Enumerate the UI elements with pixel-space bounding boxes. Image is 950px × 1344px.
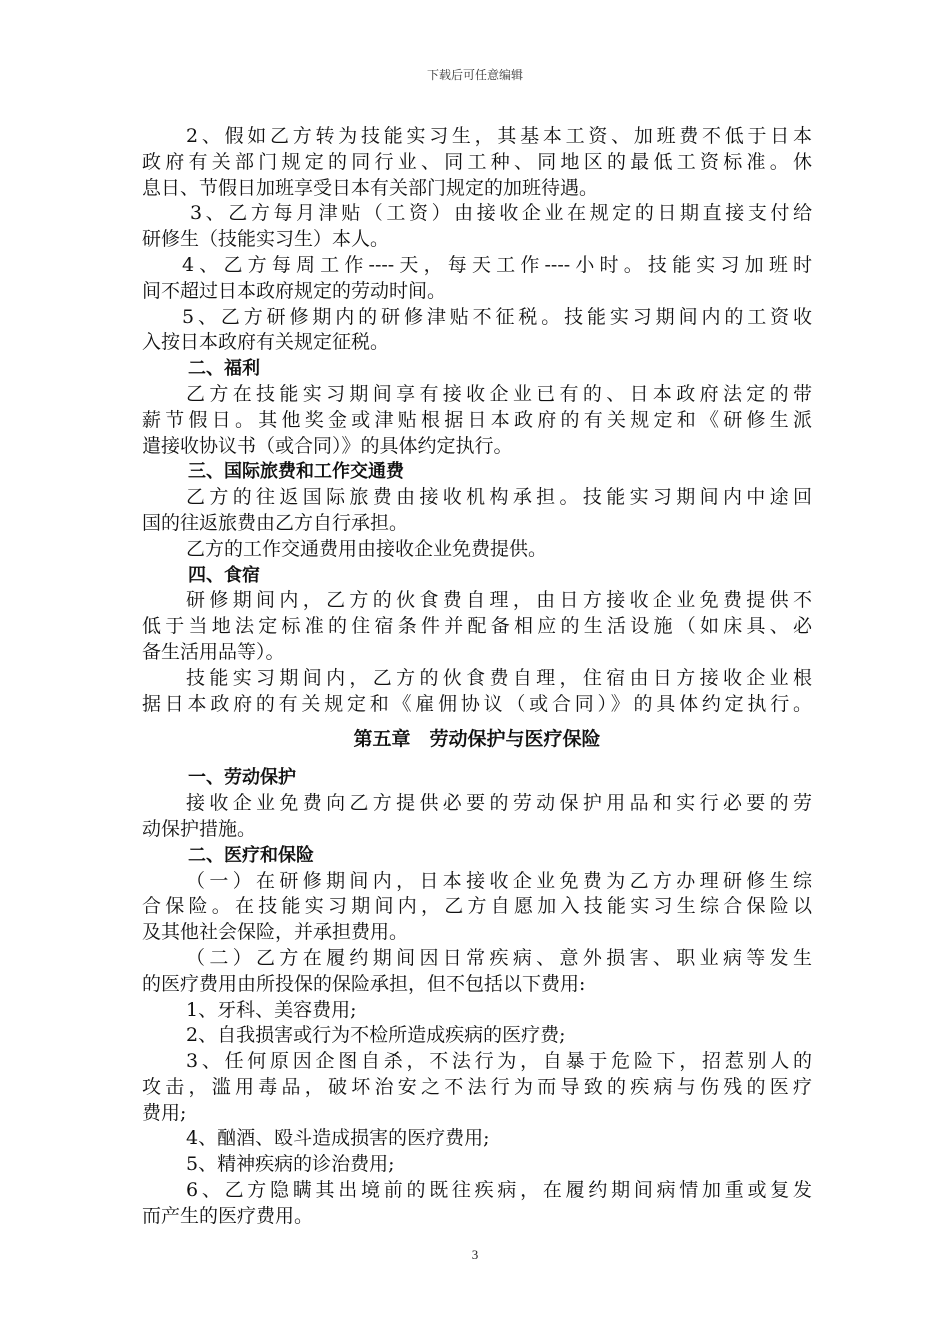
paragraph-line: 乙方在技能实习期间享有接收企业已有的、日本政府法定的带 [186, 382, 812, 405]
paragraph-line: 攻击，滥用毒品，破坏治安之不法行为而导致的疾病与伤残的医疗 [142, 1075, 812, 1098]
section-heading-medical-insurance: 二、医疗和保险 [188, 844, 314, 866]
paragraph-line: 接收企业免费向乙方提供必要的劳动保护用品和实行必要的劳 [186, 792, 812, 815]
list-item: 5、精神疾病的诊治费用; [186, 1153, 395, 1176]
paragraph-line: 的医疗费用由所投保的保险承担，但不包括以下费用: [142, 972, 586, 995]
list-item: 1、牙科、美容费用; [186, 998, 357, 1021]
paragraph-line: 低于当地法定标准的住宿条件并配备相应的生活设施（如床具、必 [142, 615, 812, 638]
paragraph-line: 2、假如乙方转为技能实习生，其基本工资、加班费不低于日本 [186, 125, 812, 147]
paragraph-line: 薪节假日。其他奖金或津贴根据日本政府的有关规定和《研修生派 [142, 408, 812, 431]
paragraph-line: 乙方的工作交通费用由接收企业免费提供。 [186, 537, 548, 560]
paragraph-line: 动保护措施。 [142, 817, 257, 840]
paragraph-line: 3、乙方每月津贴（工资）由接收企业在规定的日期直接支付给 [190, 202, 812, 225]
paragraph-line: 研修生（技能实习生）本人。 [142, 228, 390, 251]
section-heading-board: 四、食宿 [188, 564, 260, 586]
paragraph-line: 备生活用品等）。 [142, 640, 285, 663]
paragraph-line: 而产生的医疗费用。 [142, 1204, 314, 1227]
list-item: 6、乙方隐瞒其出境前的既往疾病，在履约期间病情加重或复发 [186, 1179, 812, 1202]
paragraph-line: （二）乙方在履约期间因日常疾病、意外损害、职业病等发生 [186, 946, 812, 969]
paragraph-line: 研修期间内，乙方的伙食费自理，由日方接收企业免费提供不 [186, 589, 812, 612]
paragraph-line: 息日、节假日加班享受日本有关部门规定的加班待遇。 [142, 176, 599, 199]
paragraph-line: 合保险。在技能实习期间内，乙方自愿加入技能实习生综合保险以 [142, 895, 812, 918]
header-note: 下载后可任意编辑 [426, 68, 523, 82]
paragraph-line: 费用; [142, 1101, 187, 1124]
paragraph-line: 据日本政府的有关规定和《雇佣协议（或合同）》的具体约定执行。 [142, 692, 812, 715]
paragraph-line: 政府有关部门规定的同行业、同工种、同地区的最低工资标准。休 [142, 150, 812, 173]
paragraph-line: 5、乙方研修期内的研修津贴不征税。技能实习期间内的工资收 [182, 305, 812, 328]
paragraph-line: 间不超过日本政府规定的劳动时间。 [142, 279, 447, 302]
section-heading-labor-protection: 一、劳动保护 [188, 767, 296, 789]
chapter-title: 第五章 劳动保护与医疗保险 [353, 728, 601, 751]
paragraph-line: 及其他社会保险，并承担费用。 [142, 921, 409, 944]
paragraph-line: 乙方的往返国际旅费由接收机构承担。技能实习期间内中途回 [186, 486, 812, 509]
paragraph-line: 遣接收协议书（或合同）》的具体约定执行。 [142, 434, 513, 457]
section-heading-welfare: 二、福利 [188, 358, 260, 380]
paragraph-line: 技能实习期间内，乙方的伙食费自理，住宿由日方接收企业根 [186, 666, 812, 689]
page-number: 3 [471, 1247, 479, 1262]
document-body [142, 124, 812, 1230]
list-item: 4、酗酒、殴斗造成损害的医疗费用; [186, 1127, 490, 1150]
list-item: 2、自我损害或行为不检所造成疾病的医疗费; [186, 1024, 566, 1047]
paragraph-line: 入按日本政府有关规定征税。 [142, 331, 390, 354]
paragraph-line: 国的往返旅费由乙方自行承担。 [142, 511, 409, 534]
paragraph-line: 4、乙方每周工作----天，每天工作----小时。技能实习加班时 [182, 253, 812, 276]
list-item: 3、任何原因企图自杀，不法行为，自暴于危险下，招惹别人的 [186, 1050, 812, 1073]
paragraph-line: （一）在研修期间内，日本接收企业免费为乙方办理研修生综 [186, 869, 812, 892]
section-heading-travel: 三、国际旅费和工作交通费 [188, 461, 404, 483]
